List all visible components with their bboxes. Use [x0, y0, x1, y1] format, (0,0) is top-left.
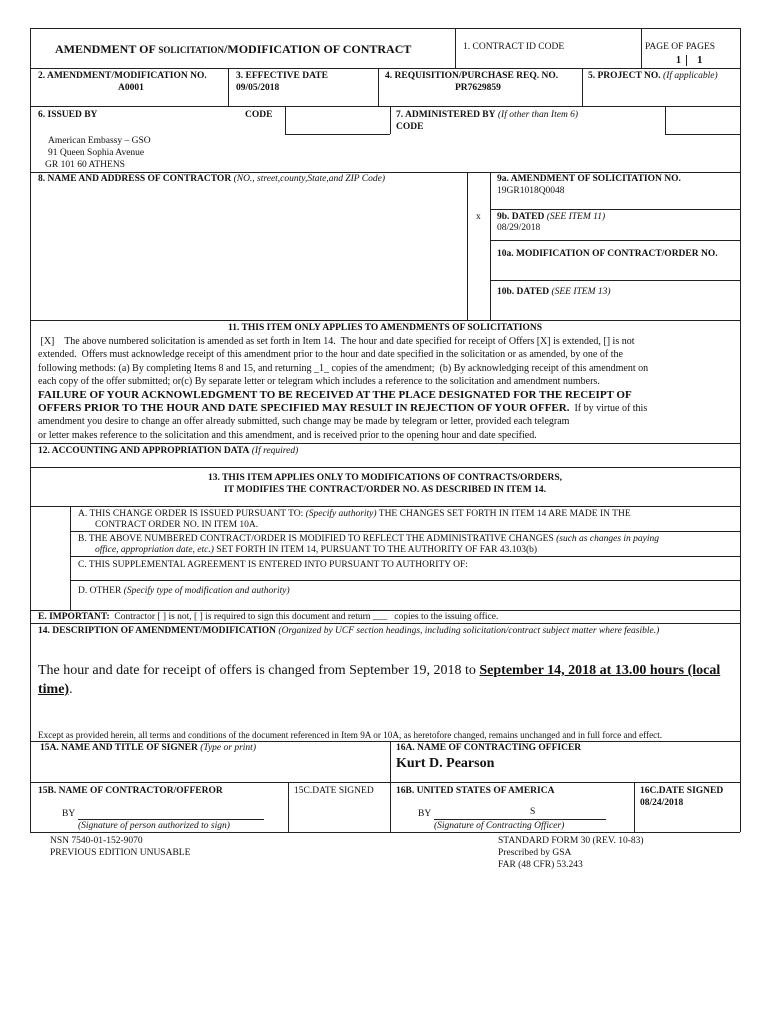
- x-mark: x: [476, 212, 481, 222]
- description-end: .: [69, 682, 73, 697]
- requisition-label: 4. REQUISITION/PURCHASE REQ. NO.: [385, 71, 559, 81]
- previous-edition: PREVIOUS EDITION UNUSABLE: [50, 848, 191, 858]
- item-10b-note: (SEE ITEM 13): [551, 287, 611, 297]
- description-new-date: September 14, 2018 at 13.00 hours (local: [479, 663, 721, 678]
- page-separator: [686, 55, 687, 66]
- item-9b-value: 08/29/2018: [497, 223, 541, 233]
- item-11-line: amendment you desire to change an offer already submitted, such change may be made by telegram or letter, provided each telegram: [38, 416, 570, 428]
- contract-id-label: 1. CONTRACT ID CODE: [463, 42, 565, 52]
- item-e-text: Contractor [ ] is not, [ ] is required to sign this document and return ___ copies to the issuing office.: [109, 612, 499, 622]
- date-16c-value: 08/24/2018: [640, 798, 684, 808]
- item-10a-label: 10a. MODIFICATION OF CONTRACT/ORDER NO.: [497, 249, 718, 259]
- signature-caption-right: (Signature of Contracting Officer): [434, 821, 565, 831]
- failure-warning-line: [38, 402, 738, 415]
- page-number: [676, 55, 703, 66]
- signer-15a: [40, 743, 256, 754]
- item-10b-label: 10b. DATED: [497, 287, 550, 297]
- item-13-a-note: (Specify authority): [305, 509, 377, 519]
- item-11-body: [38, 335, 738, 442]
- issued-code-label: CODE: [245, 110, 273, 120]
- item-13-d-note: (Specify type of modification and authority): [123, 586, 290, 596]
- signature-line-right: [434, 819, 606, 820]
- amendment-no-value: A0001: [118, 83, 144, 93]
- item-e-important: [38, 612, 498, 623]
- contractor-note: (NO., street,county,State,and ZIP Code): [233, 174, 386, 184]
- issued-by-label: 6. ISSUED BY: [38, 110, 98, 120]
- project-no: [588, 71, 718, 82]
- item-9b-label: 9b. DATED: [497, 212, 545, 222]
- signer-15a-label: 15A. NAME AND TITLE OF SIGNER: [40, 743, 198, 753]
- item-12: [38, 446, 298, 457]
- item-9a-value: 19GR1018Q0048: [497, 186, 565, 196]
- signature-s-mark: S: [530, 807, 536, 817]
- item-13-b-line-2: [95, 545, 537, 556]
- item-9a-label: 9a. AMENDMENT OF SOLICITATION NO.: [497, 174, 681, 184]
- pages-value: 1: [697, 54, 703, 66]
- failure-warning-tail: If by virtue of this: [569, 403, 648, 415]
- item-13-heading-1: 13. THIS ITEM APPLIES ONLY TO MODIFICATIONS OF CONTRACTS/ORDERS,: [207, 473, 563, 483]
- item-9b-note: (SEE ITEM 11): [546, 212, 606, 222]
- item-13-b-note-2: office, appropriation date, etc.): [95, 545, 214, 555]
- project-label: 5. PROJECT NO.: [588, 71, 661, 81]
- except-clause: Except as provided herein, all terms and conditions of the document referenced in Item 9A or 10A, as heretofore changed, remains unchanged and in full force and effect.: [38, 730, 663, 740]
- item-13-a-rest: THE CHANGES SET FORTH IN ITEM 14 ARE MADE IN THE: [376, 509, 631, 519]
- item-11-line: or letter makes reference to the solicitation and this amendment, and is received prior to the opening hour and date specified.: [38, 429, 537, 441]
- description-local-time: time): [38, 682, 70, 697]
- administered-code-label: CODE: [396, 122, 424, 132]
- failure-warning-2: OFFERS PRIOR TO THE HOUR AND DATE SPECIFIED MAY RESULT IN REJECTION OF YOUR OFFER.: [38, 402, 570, 415]
- project-note: (If applicable): [663, 71, 718, 81]
- issuer-address-3: GR 101 60 ATHENS: [45, 160, 125, 170]
- item-e-label: E. IMPORTANT:: [38, 612, 110, 622]
- effective-date-value: 09/05/2018: [236, 83, 280, 93]
- far-reference: FAR (48 CFR) 53.243: [498, 860, 583, 870]
- officer-name: Kurt D. Pearson: [396, 756, 495, 771]
- item-13-b-text: B. THE ABOVE NUMBERED CONTRACT/ORDER IS MODIFIED TO REFLECT THE ADMINISTRATIVE CHANGES: [78, 534, 557, 544]
- failure-warning-1: FAILURE OF YOUR ACKNOWLEDGMENT TO BE RECEIVED AT THE PLACE DESIGNATED FOR THE RECEIPT OF: [38, 388, 632, 401]
- prescribed-by: Prescribed by GSA: [498, 848, 572, 858]
- effective-date-label: 3. EFFECTIVE DATE: [236, 71, 328, 81]
- title-small: SOLICITATION: [158, 45, 225, 55]
- item-13-b: [78, 534, 659, 545]
- item-14-description: [38, 661, 728, 699]
- item-11-line: extended. Offers must acknowledge receipt of this amendment prior to the hour and date specified in the solicitation or as amended, by one of the: [38, 349, 623, 361]
- item-13-d: [78, 586, 290, 597]
- description-prefix: The hour and date for receipt of offers is changed from September 19, 2018 to: [38, 663, 480, 678]
- item-14-note: (Organized by UCF section headings, including solicitation/contract subject matter where feasible.): [278, 626, 660, 636]
- item-13-heading-2: IT MODIFIES THE CONTRACT/ORDER NO. AS DESCRIBED IN ITEM 14.: [224, 485, 546, 495]
- item-13-c: C. THIS SUPPLEMENTAL AGREEMENT IS ENTERED INTO PURSUANT TO AUTHORITY OF:: [78, 560, 468, 570]
- administered-label: 7. ADMINISTERED BY: [396, 110, 496, 120]
- signature-line-left: [78, 819, 264, 820]
- contractor-15b-label: 15B. NAME OF CONTRACTOR/OFFEROR: [38, 786, 223, 796]
- issuer-address-2: 91 Queen Sophia Avenue: [48, 148, 145, 158]
- signature-caption-left: (Signature of person authorized to sign): [78, 821, 230, 831]
- item-13-a-text: A. THIS CHANGE ORDER IS ISSUED PURSUANT TO:: [78, 509, 306, 519]
- by-left: BY: [62, 809, 76, 819]
- item-9b: [497, 212, 605, 223]
- requisition-value: PR7629859: [455, 83, 501, 93]
- administered-by: [396, 110, 578, 121]
- signer-15a-note: (Type or print): [200, 743, 256, 753]
- item-13-d-text: D. OTHER: [78, 586, 124, 596]
- contractor-label: [38, 174, 385, 185]
- item-14: [38, 626, 659, 637]
- contractor-label-text: 8. NAME AND ADDRESS OF CONTRACTOR: [38, 174, 232, 184]
- item-13-a-line-2: CONTRACT ORDER NO. IN ITEM 10A.: [95, 520, 259, 530]
- title-suffix: /MODIFICATION OF CONTRACT: [224, 42, 412, 56]
- page-value: 1: [676, 55, 681, 66]
- item-13-b-note: (such as changes in paying: [556, 534, 660, 544]
- item-12-label: 12. ACCOUNTING AND APPROPRIATION DATA: [38, 446, 250, 456]
- item-11-line: [X] The above numbered solicitation is amended as set forth in Item 14. The hour and date specified for receipt of Offers [X] is extended, [] is not: [38, 336, 635, 347]
- standard-form: STANDARD FORM 30 (REV. 10-83): [498, 836, 644, 846]
- item-14-label: 14. DESCRIPTION OF AMENDMENT/MODIFICATION: [38, 626, 277, 636]
- officer-16a-label: 16A. NAME OF CONTRACTING OFFICER: [396, 743, 582, 753]
- nsn-number: NSN 7540-01-152-9070: [50, 836, 143, 846]
- item-11-line: each copy of the offer submitted; or(c) By separate letter or telegram which includes a reference to the solicitation and amendment numbers.: [38, 376, 600, 388]
- page-label: PAGE OF PAGES: [645, 42, 716, 52]
- item-12-note: (If required): [251, 446, 299, 456]
- item-10b: [497, 287, 611, 298]
- form-title: [55, 42, 411, 57]
- amendment-no-label: 2. AMENDMENT/MODIFICATION NO.: [38, 71, 207, 81]
- issuer-address-1: American Embassy – GSO: [48, 136, 151, 146]
- administered-note: (If other than Item 6): [497, 110, 579, 120]
- item-11-line: following methods: (a) By completing Items 8 and 15, and returning _1_ copies of the amendment; (b) By acknowledging receipt of this amendment on: [38, 362, 649, 374]
- by-right: BY: [418, 809, 432, 819]
- date-15c-label: 15C.DATE SIGNED: [294, 786, 374, 796]
- title-prefix: AMENDMENT OF: [55, 42, 156, 56]
- item-11-heading: 11. THIS ITEM ONLY APPLIES TO AMENDMENTS OF SOLICITATIONS: [227, 323, 543, 333]
- item-13-b-rest: SET FORTH IN ITEM 14, PURSUANT TO THE AUTHORITY OF FAR 43.103(b): [213, 545, 538, 555]
- usa-16b-label: 16B. UNITED STATES OF AMERICA: [396, 786, 555, 796]
- date-16c-label: 16C.DATE SIGNED: [640, 786, 724, 796]
- item-13-a: [78, 509, 631, 520]
